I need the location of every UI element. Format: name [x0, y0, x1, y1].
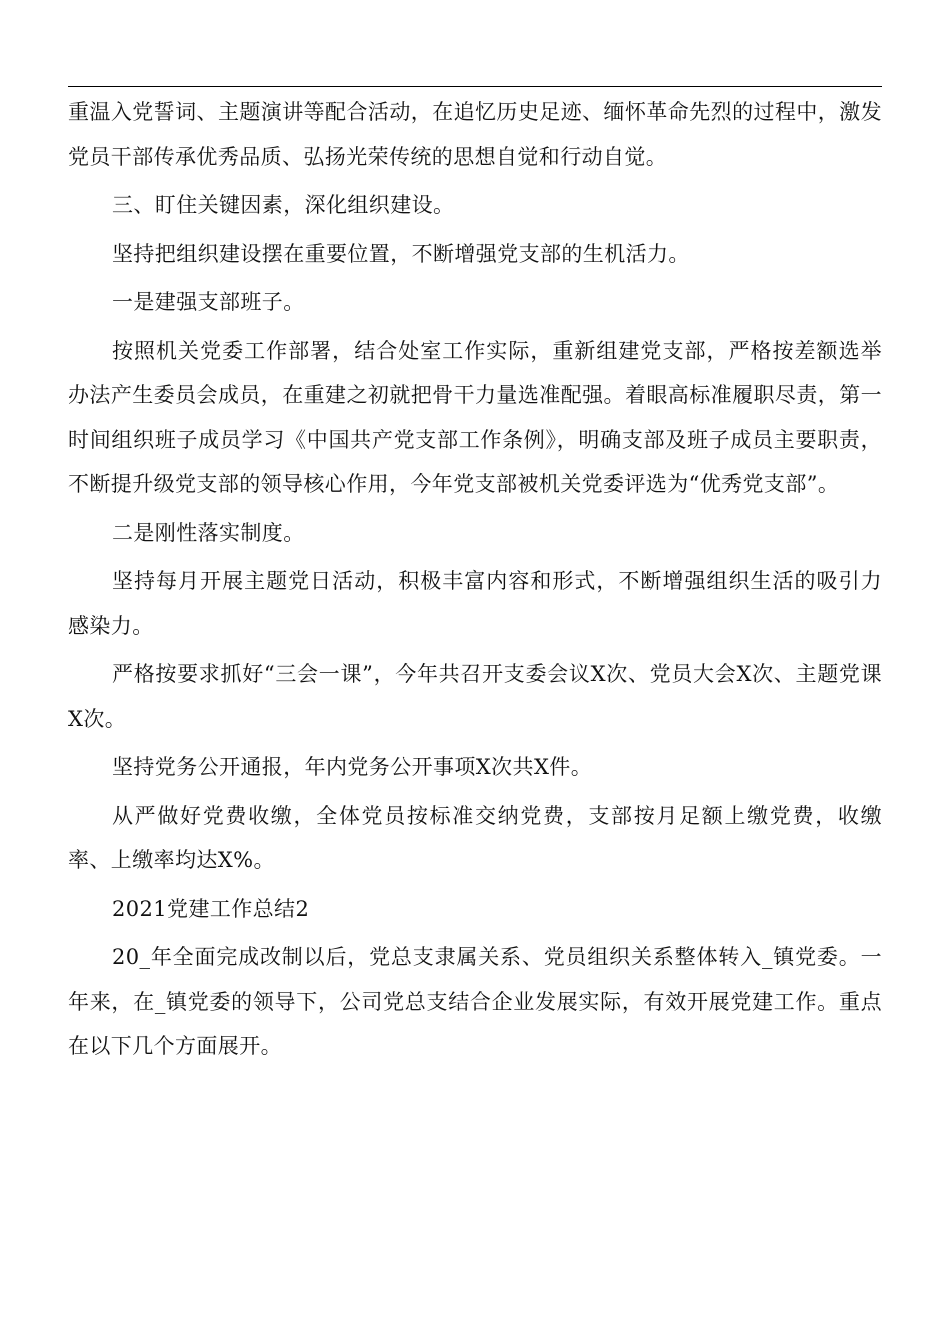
- header-rule: [68, 86, 882, 87]
- document-section-title: 2021党建工作总结2: [112, 896, 310, 921]
- document-body: [68, 90, 882, 1073]
- subheading-branch-team: 一是建强支部班子。: [112, 290, 305, 314]
- paragraph: 从严做好党费收缴，全体党员按标准交纳党费，支部按月足额上缴党费，收缴率、上缴率均达X%。: [68, 803, 882, 872]
- paragraph: 按照机关党委工作部署，结合处室工作实际，重新组建党支部，严格按差额选举办法产生委员会成员，在重建之初就把骨干力量选准配强。着眼高标准履职尽责，第一时间组织班子成员学习《中国共产党支部工作条例》，明确支部及班子成员主要职责，不断提升级党支部的领导核心作用，今年党支部被机关党委评选为“优秀党支部”。: [68, 338, 882, 496]
- paragraph: 坚持把组织建设摆在重要位置，不断增强党支部的生机活力。: [112, 241, 690, 266]
- paragraph: 坚持每月开展主题党日活动，积极丰富内容和形式，不断增强组织生活的吸引力感染力。: [68, 569, 882, 638]
- paragraph: 严格按要求抓好“三会一课”，今年共召开支委会议X次、党员大会X次、主题党课X次。: [68, 662, 882, 731]
- paragraph-continuation: 重温入党誓词、主题演讲等配合活动，在追忆历史足迹、缅怀革命先烈的过程中，激发党员干部传承优秀品质、弘扬光荣传统的思想自觉和行动自觉。: [68, 100, 882, 169]
- section-heading-organization: 三、盯住关键因素，深化组织建设。: [112, 193, 455, 217]
- subheading-system: 二是刚性落实制度。: [112, 520, 305, 545]
- paragraph: 20_年全面完成改制以后，党总支隶属关系、党员组织关系整体转入_镇党委。一年来，在_镇党委的领导下，公司党总支结合企业发展实际，有效开展党建工作。重点在以下几个方面展开。: [68, 945, 882, 1058]
- paragraph: 坚持党务公开通报，年内党务公开事项X次共X件。: [112, 755, 593, 779]
